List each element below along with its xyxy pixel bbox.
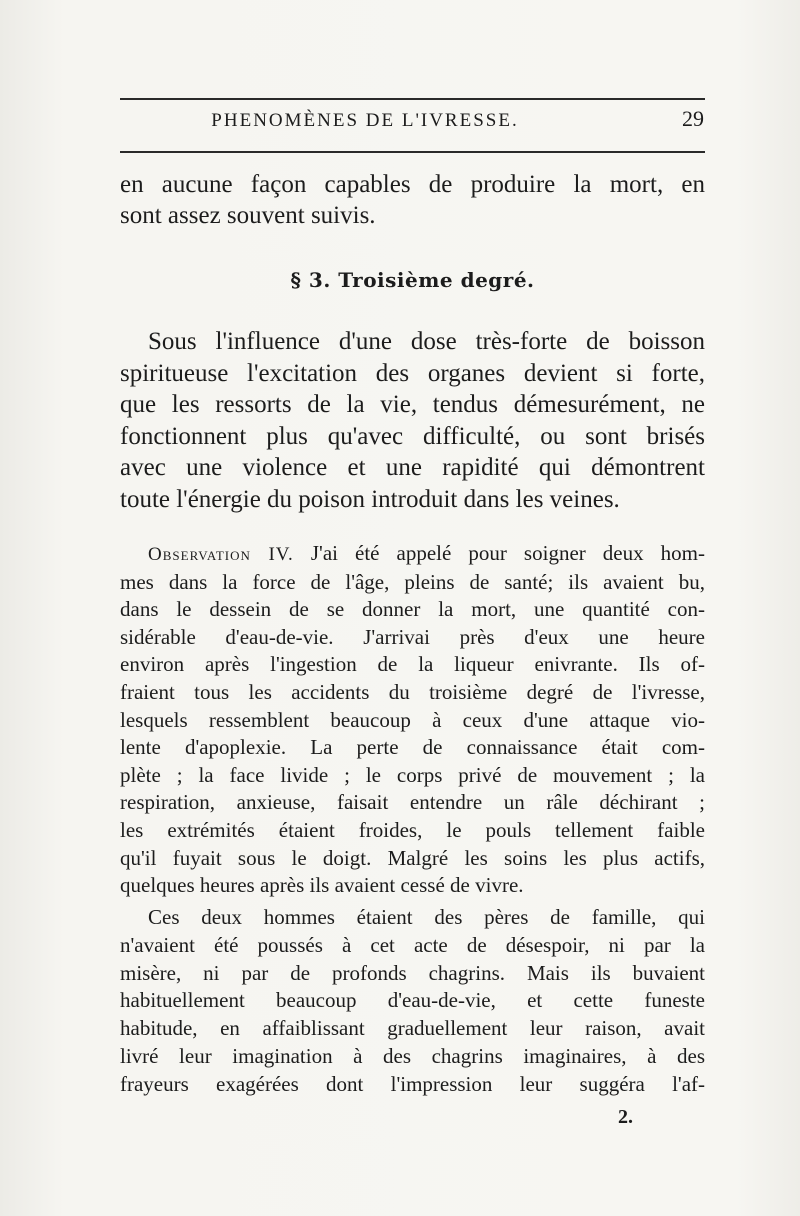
text-line: habitude, en affaiblissant graduellement leur raison, avait [120, 1016, 705, 1041]
text-line: dans le dessein de se donner la mort, une quantité con- [120, 597, 705, 622]
text-line: toute l'énergie du poison introduit dans les veines. [120, 485, 620, 513]
observation-first-line: J'ai été appelé pour soigner deux hom- [310, 541, 705, 565]
intro-paragraph [120, 326, 705, 515]
text-line: lesquels ressemblent beaucoup à ceux d'une attaque vio- [120, 707, 705, 732]
text-line: fraient tous les accidents du troisième degré de l'ivresse, [120, 679, 705, 704]
text-line: sidérable d'eau-de-vie. J'arrivai près d'eux une heure [120, 624, 705, 649]
text-line: environ après l'ingestion de la liqueur enivrante. Ils of- [120, 652, 705, 677]
text-line: mes dans la force de l'âge, pleins de santé; ils avaient bu, [120, 569, 705, 594]
text-line: livré leur imagination à des chagrins imaginaires, à des [120, 1043, 705, 1068]
text-line [120, 540, 705, 569]
text-line: les extrémités étaient froides, le pouls tellement faible [120, 817, 705, 842]
text-line: qu'il fuyait sous le doigt. Malgré les soins les plus actifs, [120, 845, 705, 870]
text-line: respiration, anxieuse, faisait entendre un râle déchirant ; [120, 790, 705, 815]
section-heading: § 3. Troisième degré. [290, 268, 535, 292]
header-bottom-rule [120, 151, 705, 153]
continuation-paragraph [120, 169, 705, 231]
second-paragraph [120, 904, 705, 1099]
observation-label: Observation IV. [148, 544, 294, 565]
text-line: n'avaient été poussés à cet acte de désespoir, ni par la [120, 932, 705, 957]
text-line: frayeurs exagérées dont l'impression leur suggéra l'af- [120, 1071, 705, 1096]
text-line: que les ressorts de la vie, tendus démesurément, ne [120, 391, 705, 418]
text-line: plète ; la face livide ; le corps privé de mouvement ; la [120, 762, 705, 787]
text-line: lente d'apoplexie. La perte de connaissance était com- [120, 735, 705, 760]
text-line: spiritueuse l'excitation des organes devient si forte, [120, 359, 705, 387]
page-number: 29 [682, 106, 704, 131]
text-line: sont assez souvent suivis. [120, 202, 376, 229]
text-line: en aucune façon capables de produire la mort, en [120, 171, 705, 198]
observation-paragraph [120, 540, 705, 900]
running-header-title: PHENOMÈNES DE L'IVRESSE. [211, 110, 519, 131]
text-line: fonctionnent plus qu'avec difficulté, ou sont brisés [120, 422, 705, 450]
text-line: misère, ni par de profonds chagrins. Mais ils buvaient [120, 960, 705, 985]
text-line: quelques heures après ils avaient cessé de vivre. [120, 873, 524, 898]
text-line: habituellement beaucoup d'eau-de-vie, et cette funeste [120, 988, 705, 1013]
text-line: Ces deux hommes étaient des pères de famille, qui [148, 905, 705, 929]
signature-mark: 2. [618, 1106, 633, 1128]
text-line: avec une violence et une rapidité qui démontrent [120, 454, 705, 481]
text-line: Sous l'influence d'une dose très-forte de boisson [148, 328, 705, 355]
header-top-rule [120, 98, 705, 100]
